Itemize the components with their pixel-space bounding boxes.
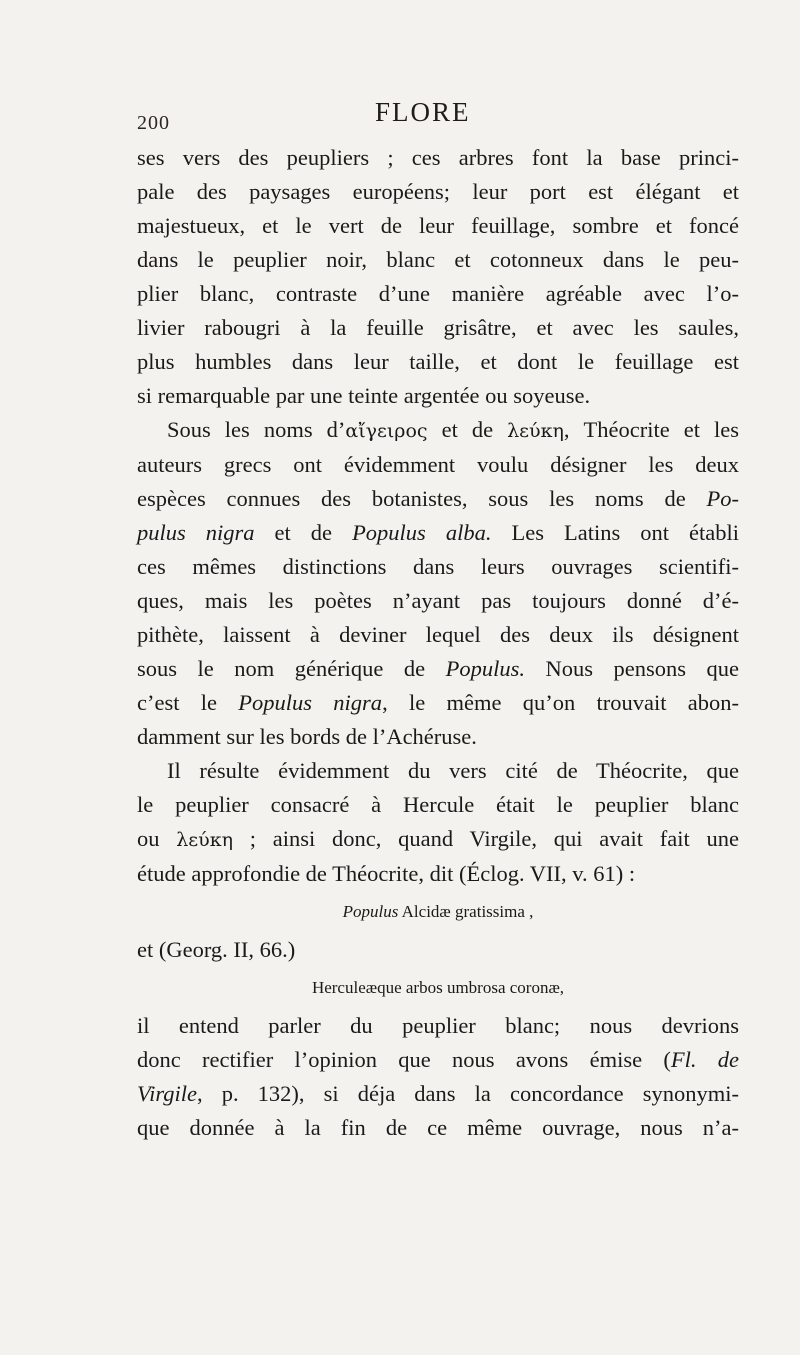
text-run: Sous les noms d’ [167,417,346,442]
text-line: Il résulte évidemment du vers cité de Théocrite, que [167,758,739,783]
paragraph-2 [137,413,739,754]
verse-quote [137,895,739,929]
text-line [137,822,739,857]
paragraph-4 [137,1009,739,1145]
italic-run: Po- [685,486,739,511]
text-line: ses vers des peupliers ; ces arbres font la base princi- [137,145,739,170]
verse-quote: Herculeæque arbos umbrosa coronæ, [311,978,565,997]
text-line: ces mêmes distinctions dans leurs ouvrages scientifi- [137,554,739,579]
text-line: pale des paysages européens; leur port est élégant et [137,179,739,204]
text-run: Les Latins ont établi [491,520,739,545]
greek-word: αἴγειρος [345,420,428,442]
greek-word: λεύκη [176,829,233,851]
text-line [137,413,739,448]
text-line [137,516,739,550]
text-line: il entend parler du peuplier blanc; nous devrions [137,1013,739,1038]
text-run: , p. 132), si déja dans la concordance synonymi- [197,1081,739,1106]
text-line: dans le peuplier noir, blanc et cotonneux dans le peu- [137,247,739,272]
text-run: Alcidæ gratissima , [398,902,534,921]
italic-run: Virgile [137,1081,197,1106]
text-line: ques, mais les poètes n’ayant pas toujours donné d’é- [137,588,739,613]
text-run: et de [427,417,508,442]
text-line: plus humbles dans leur taille, et dont le feuillage est [137,349,739,374]
text-line: que donnée à la fin de ce même ouvrage, nous n’a- [137,1115,739,1140]
text-line [137,482,739,516]
text-run: , le même qu’on trouvait abon- [382,690,739,715]
text-line: étude approfondie de Théocrite, dit (Éclog. VII, v. 61) : [137,861,636,886]
text-run: , Théocrite et les [563,417,739,442]
italic-run: Populus. [445,656,526,681]
text-line: pithète, laissent à deviner lequel des deux ils désignent [137,622,739,647]
text-line [137,686,739,720]
text-line: majestueux, et le vert de leur feuillage, sombre et foncé [137,213,739,238]
paragraph-3 [137,754,739,891]
text-line: auteurs grecs ont évidemment voulu désigner les deux [137,452,739,477]
text-run: donc rectifier l’opinion que nous avons émise ( [137,1047,671,1072]
text-line [137,1043,739,1077]
greek-word: λεύκη [507,420,564,442]
italic-run: Populus [342,902,399,921]
text-line: livier rabougri à la feuille grisâtre, et avec les saules, [137,315,739,340]
running-title: FLORE [375,97,471,127]
italic-run: Populus nigra [238,690,383,715]
text-line: si remarquable par une teinte argentée ou soyeuse. [137,383,591,408]
text-run: sous le nom générique de [137,656,446,681]
text-line: le peuplier consacré à Hercule était le peuplier blanc [137,792,739,817]
citation-line: et (Georg. II, 66.) [137,937,296,962]
text-run: et de [254,520,353,545]
text-run: Nous pensons que [525,656,739,681]
text-line: plier blanc, contraste d’une manière agréable avec l’o- [137,281,739,306]
text-line: damment sur les bords de l’Achéruse. [137,724,477,749]
text-run: c’est le [137,690,239,715]
italic-run: Populus alba. [352,520,492,545]
text-run: ; ainsi donc, quand Virgile, qui avait fait une [232,826,740,851]
text-line [137,652,739,686]
italic-run: pulus nigra [137,520,255,545]
text-run: ou [137,826,177,851]
body-text [137,141,739,1145]
paragraph-1 [137,141,739,413]
text-run: espèces connues des botanistes, sous les noms de [137,486,686,511]
italic-run: Fl. de [670,1047,739,1072]
page-number: 200 [137,112,170,134]
text-line [137,1077,739,1111]
